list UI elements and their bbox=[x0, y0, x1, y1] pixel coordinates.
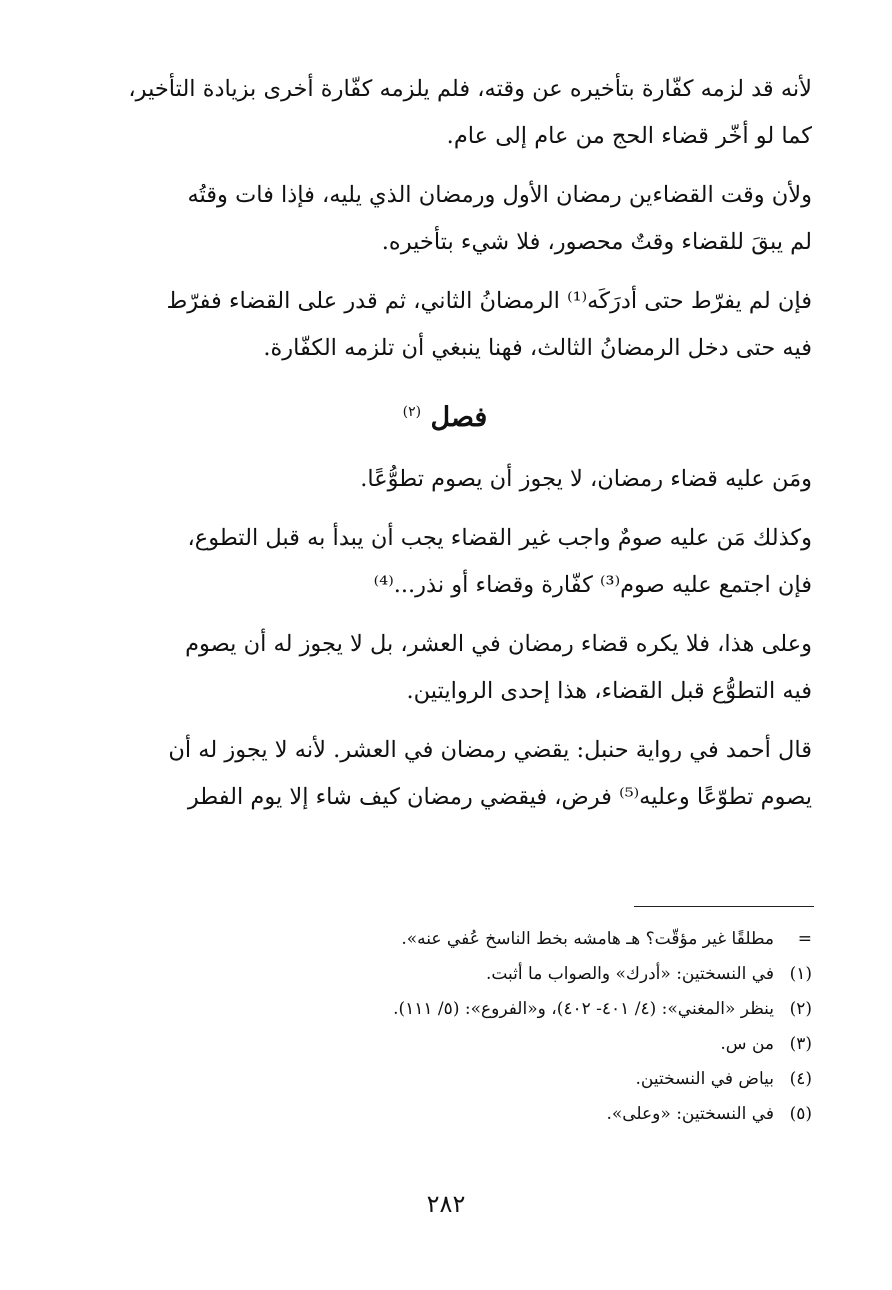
text-line: يصوم تطوّعًا وعليه⁽⁵⁾ فرض، فيقضي رمضان كيف شاء إلا يوم الفطر bbox=[187, 784, 812, 810]
section-heading bbox=[78, 384, 812, 446]
footnote-separator bbox=[634, 906, 814, 907]
footnote-mark: (٣) bbox=[789, 1034, 812, 1054]
footnote bbox=[82, 1062, 812, 1097]
text-line: فيه التطوُّع قبل القضاء، هذا إحدى الروايتين. bbox=[406, 678, 812, 704]
text-line: ومَن عليه قضاء رمضان، لا يجوز أن يصوم تطوُّعًا. bbox=[360, 466, 812, 492]
footnote-mark: = bbox=[797, 929, 812, 949]
paragraph-2 bbox=[78, 172, 812, 266]
footnote bbox=[82, 1097, 812, 1132]
text-line: ولأن وقت القضاءين رمضان الأول ورمضان الذي يليه، فإذا فات وقتُه bbox=[187, 182, 812, 208]
footnote bbox=[82, 957, 812, 992]
paragraph-7 bbox=[78, 727, 812, 821]
footnotes bbox=[82, 922, 812, 1132]
footnote-text: مطلقًا غير مؤقّت؟ هـ هامشه بخط الناسخ عُفي عنه». bbox=[401, 929, 774, 949]
paragraph-6 bbox=[78, 621, 812, 715]
section-heading-note-ref: (٢) bbox=[402, 404, 422, 420]
footnote-mark: (١) bbox=[789, 964, 812, 984]
footnote-text: في النسختين: «أدرك» والصواب ما أثبت. bbox=[485, 964, 774, 984]
footnote-text: من س. bbox=[720, 1034, 774, 1054]
text-line: وعلى هذا، فلا يكره قضاء رمضان في العشر، بل لا يجوز له أن يصوم bbox=[185, 631, 812, 657]
page-body bbox=[78, 66, 812, 833]
footnote bbox=[82, 1027, 812, 1062]
text-line: وكذلك مَن عليه صومٌ واجب غير القضاء يجب أن يبدأ به قبل التطوع، bbox=[187, 525, 812, 551]
footnote-text: بياض في النسختين. bbox=[635, 1069, 774, 1089]
paragraph-5 bbox=[78, 515, 812, 609]
text-line: قال أحمد في رواية حنبل: يقضي رمضان في العشر. لأنه لا يجوز له أن bbox=[168, 737, 812, 763]
text-line: فإن لم يفرّط حتى أدرَكَه⁽¹⁾ الرمضانُ الثاني، ثم قدر على القضاء ففرّط bbox=[166, 288, 812, 314]
page-number: ٢٨٢ bbox=[426, 1190, 466, 1218]
footnote bbox=[82, 992, 812, 1027]
paragraph-1 bbox=[78, 66, 812, 160]
section-heading-text: فصل bbox=[430, 402, 488, 433]
footnote-mark: (٤) bbox=[789, 1069, 812, 1089]
text-line: كما لو أخّر قضاء الحج من عام إلى عام. bbox=[446, 123, 812, 149]
footnote-text: في النسختين: «وعلى». bbox=[606, 1104, 774, 1124]
paragraph-4 bbox=[78, 456, 812, 503]
paragraph-3 bbox=[78, 278, 812, 372]
footnote-mark: (٢) bbox=[789, 999, 812, 1019]
text-line: فإن اجتمع عليه صوم⁽³⁾ كفّارة وقضاء أو نذر...⁽⁴⁾ bbox=[373, 572, 812, 598]
footnote bbox=[82, 922, 812, 957]
text-line: فيه حتى دخل الرمضانُ الثالث، فهنا ينبغي أن تلزمه الكفّارة. bbox=[263, 335, 812, 361]
footnote-mark: (٥) bbox=[789, 1104, 812, 1124]
footnote-text: ينظر «المغني»: (٤/ ٤٠١- ٤٠٢)، و«الفروع»: (٥/ ١١١). bbox=[393, 999, 774, 1019]
text-line: لأنه قد لزمه كفّارة بتأخيره عن وقته، فلم يلزمه كفّارة أخرى بزيادة التأخير، bbox=[128, 76, 812, 102]
text-line: لم يبقَ للقضاء وقتٌ محصور، فلا شيء بتأخيره. bbox=[381, 229, 812, 255]
